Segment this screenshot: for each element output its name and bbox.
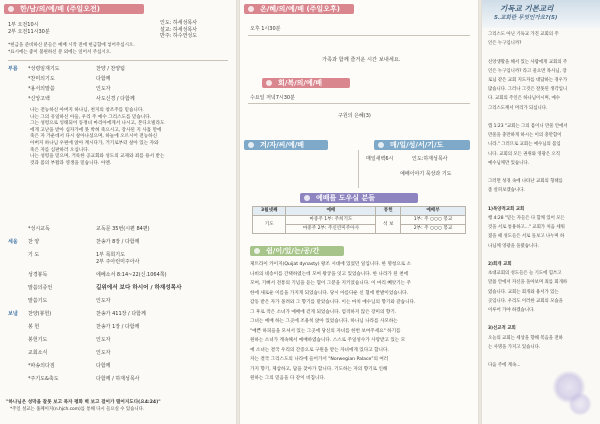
doctrine-line: 이루어 가야 하겠습니다. xyxy=(488,308,535,313)
doctrine-line: 다음 주에 계속... xyxy=(488,363,521,369)
order-value: 찬송가 1장 / 다함께 xyxy=(96,324,140,330)
standing-note: *표시에는 좋이 불편하신 분 외에는 일어서 주십시오. xyxy=(8,49,112,55)
doctrine-line: 그러면 성경 속에 나타난 교회의 형태를 xyxy=(488,179,563,185)
flower-icon xyxy=(254,248,260,254)
creed-line: 나는 전능하신 아버지 하나님, 천지의 창조주를 믿습니다. xyxy=(30,108,144,113)
order-value: 인도자 xyxy=(96,86,111,92)
doctrine-line: 2)회개 교회 xyxy=(488,262,512,267)
doctrine-line: 엡 1:23 "교회는 그의 몸이니 만물 안에서 xyxy=(488,124,568,129)
story-line: 한에 새로운 이름을 가지게 되었습니다. 당시 아름다운 신 혈에 반발이었습니다. xyxy=(250,290,409,296)
closing-verse: "하나님은 성막을 잘못 보고 목자 평화 벽 보고 걸어가 떨어지도다(요4:24)" xyxy=(6,400,161,405)
order-section-label: 세움 xyxy=(8,239,18,245)
story-line: 모여, 기뻐서 전통의 기념을 듣는 혈이 그분을 지키었습니다. 이 마리 빼앗기는 주 xyxy=(250,281,411,286)
order-item: 말씀기도 xyxy=(28,298,48,304)
order-item: 성경봉독 xyxy=(28,272,48,278)
order-item: 봉 헌 xyxy=(28,324,40,330)
order-item: 찬 양 xyxy=(28,239,40,245)
col-prayer: 예배 xyxy=(286,207,376,216)
dawn-prayer-header: 매/일/성/서/기/도 xyxy=(374,140,470,150)
helpers-table xyxy=(252,206,466,234)
story-line: 원하는 그의 믿음을 다 같이 비칩니다. xyxy=(250,376,326,381)
story-line: 나비의 네송이를 간택하였는데 모여 왕궁을 잇고 있었습니다. 한 나라가 된 천에 xyxy=(250,271,409,277)
col-offering: 봉헌 xyxy=(376,207,401,216)
table-header-row xyxy=(253,207,466,216)
order-value: 길위에서 보다 하시어 / 하재성목사 xyxy=(96,285,182,291)
doctrine-line: 그리스도께서 머리가 되십니다. xyxy=(488,105,548,111)
wednesday-service-header: 회/복/의/예/배 xyxy=(262,78,350,88)
doctrine-line: 좀 살펴보겠습니다. xyxy=(488,188,525,194)
order-value: 찬양 / 찬양팀 xyxy=(96,66,126,72)
order-value: 인도자 xyxy=(96,350,111,356)
order-value: 다함께 xyxy=(96,363,111,369)
order-value: 다함께 xyxy=(96,76,111,82)
doctrine-line: 곳입니다. 우리도 이러한 교회의 모습을 xyxy=(488,298,563,304)
creed-line: 에게 고난을 받아 십자가에 못 박혀 죽으시고, 장사된 지 사흘 만에 xyxy=(30,127,162,133)
story-line: 감동 받은 자가 몰려와 그 향기를 맡았습니다. 이는 마치 예수님의 향기와 같습니다. xyxy=(250,300,416,305)
story-line: 예 소녀는 결국 우리의 간증으로 구원을 받는 자녀에게 있다고 합니다. xyxy=(250,347,389,353)
other-services-panel xyxy=(240,0,478,424)
order-value: 2부 주아런미주아사 xyxy=(96,259,140,265)
doctrine-line: 것을 서로 통용하고..." 교회가 처음 세워 xyxy=(488,225,565,231)
divider xyxy=(358,150,359,188)
creed-line: 아버지 하나님 우편에 앉아 계시다가, 거기로부터 살아 있는 자와 xyxy=(30,141,159,146)
wednesday-time: 수요일 저녁7시30분 xyxy=(250,95,295,101)
doctrine-line: 그리스도 아닌 기독교 가진 교회의 주 xyxy=(488,32,559,37)
doctrine-line: 초대교회의 성도들은 늘 기도에 힘쓰고 xyxy=(488,271,562,277)
divider xyxy=(248,35,470,36)
story-line: 그녀는 예배 하는 그곳에 조용히 앉아 있었습니다. 하나님 나라를 사모하는 xyxy=(250,319,398,324)
order-value: 사도신경 / 다함께 xyxy=(96,96,135,102)
doctrine-line: 1)목양적교회 교회 xyxy=(488,206,525,212)
table-row: 기도 마중주 1부: 주희기도 석 보 1부: 주 ○○○ 봉교 xyxy=(253,216,466,225)
doctrine-line: 니다. 교회의 모든 권위와 영광은 오직 xyxy=(488,151,560,157)
order-value: 1부 목희기도 xyxy=(96,252,125,258)
order-value: 교독문 35번(시편 84편) xyxy=(96,226,150,232)
dawn-time: 매일새벽6시 xyxy=(366,156,394,162)
doctrine-line: 는 사명을 가지고 있습니다. xyxy=(488,344,541,350)
story-line: "예쁜 하피들을 모셔서 있는 그곳에 당신의 자녀를 한번 보여주세요" 하기를 xyxy=(250,328,401,334)
order-value: 인도자 xyxy=(96,337,111,343)
morning-service-header: 한/남/의/예/배 (주일오전) xyxy=(4,4,144,14)
order-item: *성시교독 xyxy=(28,226,50,232)
story-line: 그 후로 작은 소녀가 예배에 걷게 되었습니다. 엄격하지 않은 장미의 향기. xyxy=(250,309,397,315)
col-week: 3월넷째 xyxy=(253,207,286,216)
flower-icon xyxy=(248,6,254,12)
creed-line: 죽은 자를 심판하러 오십니다. xyxy=(30,147,90,153)
order-value: 에베소서 8:14~22(신.1064쪽) xyxy=(96,272,167,278)
story-line: 제트라이 카이지(Quijat dynasty) 왕조 시대에 있었던 일입니다. 한 명청으로 소 xyxy=(250,262,412,267)
doctrine-line: 말씀 안에서 자신을 돌아보며 죄를 회개하 xyxy=(488,280,568,286)
creed-line: 나는 그의 유일하신 아들, 우리 주 예수 그리스도를 믿습니다. xyxy=(30,114,152,120)
table-row: 마중주 2부: 주신린미주아사 2부: 주 ○○○ 봉교 xyxy=(253,225,466,234)
col-team: 예배부 xyxy=(401,207,466,216)
creed-line: 것과 몸의 부활과 영생을 믿습니다. 아멘. xyxy=(30,160,112,166)
order-item: 찬양(봉헌) xyxy=(28,311,52,317)
doctrine-line: 였습니다. 교회는 회개와 용서가 있는 xyxy=(488,289,559,295)
doctrine-subtitle: 5.교회란 무엇인가요?(5) xyxy=(494,15,558,21)
order-value: 찬송가 8장 / 다함께 xyxy=(96,239,140,245)
service-time-2: 2부 오전11시30분 xyxy=(8,28,50,35)
preacher: 설교: 하세성목사 xyxy=(160,26,198,33)
dawn-text: 예배이야기 묵상과 기도 xyxy=(400,171,452,177)
sermon-replay-note: *주일 설교는 홈페이지(n.hjch.com)를 통해 다시 들으실 수 있습니다. xyxy=(10,407,145,412)
leader: 인도: 하세성목사 xyxy=(160,20,198,26)
wednesday-text: 구원의 은혜(3) xyxy=(338,113,371,119)
doctrine-line: 니라." 그러므로 교회는 예수님의 몸입 xyxy=(488,142,561,148)
order-item: *주기도&축도 xyxy=(28,376,59,382)
story-line: 원하는 소녀가 계속해서 예배하였습니다. 스스로 주일성수가 사랑받고 있는 모 xyxy=(250,338,406,343)
afternoon-text: 가족과 함께 즐거운 시간 보내세요. xyxy=(322,57,401,63)
rest-space-header: 쉼/이/있/는/공/간 xyxy=(250,246,344,256)
flower-icon xyxy=(248,142,254,148)
flower-icon xyxy=(378,142,384,148)
doctrine-line: 예수님께만 있습니다. xyxy=(488,160,529,166)
doctrine-line: 인은 누구입니까? 라고 물으면 목사님, 장 xyxy=(488,68,567,74)
doctrine-line: 졌을 때 성도들은 서로 돌보고 나누며 하 xyxy=(488,234,565,240)
order-item: 말씀의증언 xyxy=(28,285,53,291)
flower-decoration xyxy=(568,392,592,416)
doctrine-panel xyxy=(482,0,600,424)
order-item: *신앙고백 xyxy=(28,96,50,102)
doctrine-line: 신앙생활을 해서 있는 사람에게 교회의 주 xyxy=(488,59,568,65)
order-value: 인도자 xyxy=(96,298,111,304)
order-item: 봉헌기도 xyxy=(28,337,48,343)
flower-icon xyxy=(266,80,272,86)
dawn-leader: 인도:하재성목사 xyxy=(412,156,448,162)
doctrine-line: 오늘의 교회는 세상을 향해 복음을 전하 xyxy=(488,335,563,341)
morning-service-panel xyxy=(0,0,236,424)
creed-line: 그는 성령으로 잉태되어 동정녀 마리아에게서 나시고, 본디오빌라도 xyxy=(30,121,165,127)
accompanist: 반주: 하수연성도 xyxy=(160,33,198,39)
doctrine-line: 나님께 영광을 돌렸습니다. xyxy=(488,243,539,249)
doctrine-line: 로님 같은 교회 지도자를 대답하는 경우가 xyxy=(488,78,568,83)
creed-line: 죽은 자 가운데서 다시 살아나셨으며, 하늘에 오르시어 전능하신 xyxy=(30,134,158,140)
doctrine-line: 다. 교회의 주인은 하나님이시며, 예수 xyxy=(488,96,560,102)
divider xyxy=(248,103,470,104)
order-section-label: 보냄 xyxy=(8,311,18,317)
story-line: 자는 결국 그리스도의 나라에 들어가서 "Norwegian Palace"의 여러 xyxy=(250,357,389,362)
order-item: *파송의다짐 xyxy=(28,363,55,369)
order-item: 기 도 xyxy=(28,252,40,258)
order-value: 다함께 / 하재성목사 xyxy=(96,376,140,382)
afternoon-time: 오후 1시30분 xyxy=(250,26,281,32)
order-item: *찬미의기도 xyxy=(28,76,55,82)
afternoon-service-header: 온/혜/의/예/배 (주일오후) xyxy=(244,4,354,14)
doctrine-line: 만물을 충만하게 하시는 이의 충만함이 xyxy=(488,133,562,139)
order-item: 교회소식 xyxy=(28,350,48,356)
flower-icon xyxy=(304,195,310,201)
order-item: *용서의말씀 xyxy=(28,86,55,92)
doctrine-line: 3)선교적 교회 xyxy=(488,326,516,332)
doctrine-line: 인은 누구입니까? xyxy=(488,41,522,47)
prayer-service-header: 겨/자/씨/예/배 xyxy=(244,140,328,150)
helpers-header: 예배를 도우실 분들 xyxy=(300,193,418,203)
doctrine-line: 많습니다. 그러나 그것은 잘못된 생각입니 xyxy=(488,87,568,93)
order-value: 찬송가 411장 / 다함께 xyxy=(96,311,146,317)
order-section-label: 부름 xyxy=(8,66,18,72)
flower-icon xyxy=(8,6,14,12)
doctrine-line: 행 4:28 "믿는 자들은 다 함께 있어 모든 xyxy=(488,216,565,221)
service-time-1: 1부 오전10시 xyxy=(8,22,39,28)
divider xyxy=(8,60,228,61)
creed-line: 나는 성령을 믿으며, 거룩한 공교회와 성도의 교제와 죄를 용서 받는 xyxy=(30,154,165,160)
order-item: *성령임재기도 xyxy=(28,66,60,72)
story-line: 가지 향기, 제삼하고, 답을 찾아가 합니다. 기도하는 자의 향기로 인해 xyxy=(250,366,388,372)
offering-note: *헌금을 준비하신 분들은 예배 시작 전에 헌금함에 넣어주십시오. xyxy=(8,43,135,48)
doctrine-title: 기독교 기본교리 xyxy=(500,4,554,13)
